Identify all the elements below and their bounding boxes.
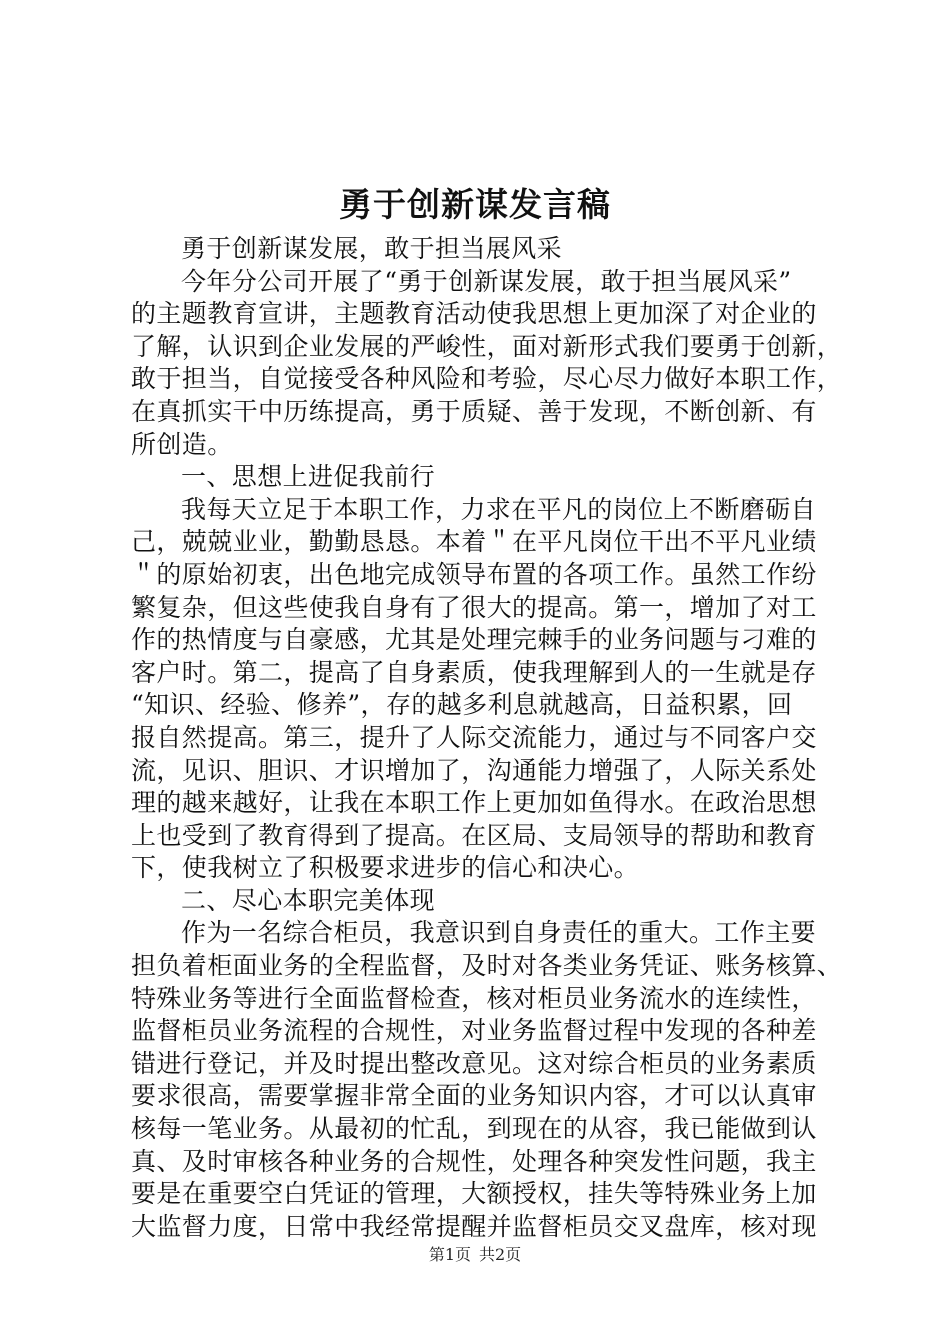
text-line: 勇于创新谋发展，敢于担当展风采 <box>181 234 563 263</box>
document-title: 勇于创新谋发言稿 <box>339 185 611 224</box>
text-line: 作为一名综合柜员，我意识到自身责任的重大。工作主要 <box>181 918 817 948</box>
text-line: 要是在重要空白凭证的管理，大额授权，挂失等特殊业务上加 <box>131 1179 817 1209</box>
text-line: 繁复杂，但这些使我自身有了很大的提高。第一，增加了对工 <box>131 592 817 622</box>
text-line: 二、尽心本职完美体现 <box>181 885 436 915</box>
text-line: 下，使我树立了积极要求进步的信心和决心。 <box>131 853 640 883</box>
text-line: ＂的原始初衷，出色地完成领导布置的各项工作。虽然工作纷 <box>131 559 817 589</box>
text-line: 客户时。第二，提高了自身素质，使我理解到人的一生就是存 <box>131 657 817 687</box>
text-line: 了解，认识到企业发展的严峻性，面对新形式我们要勇于创新， <box>131 331 843 361</box>
text-line: 理的越来越好，让我在本职工作上更加如鱼得水。在政治思想 <box>131 788 817 818</box>
text-line: 真、及时审核各种业务的合规性，处理各种突发性问题，我主 <box>131 1146 817 1176</box>
text-line: 要求很高，需要掌握非常全面的业务知识内容，才可以认真审 <box>131 1081 817 1111</box>
text-line: 监督柜员业务流程的合规性，对业务监督过程中发现的各种差 <box>131 1016 817 1046</box>
text-line: “知识、经验、修养”，存的越多利息就越高，日益积累，回 <box>131 690 793 720</box>
page-total: 共2页 <box>479 1245 522 1264</box>
text-line: 担负着柜面业务的全程监督，及时对各类业务凭证、账务核算、 <box>131 951 843 981</box>
text-line: 错进行登记，并及时提出整改意见。这对综合柜员的业务素质 <box>131 1048 817 1078</box>
text-line: 我每天立足于本职工作，力求在平凡的岗位上不断磨砺自 <box>181 494 817 524</box>
text-line: 己，兢兢业业，勤勤恳恳。本着＂在平凡岗位干出不平凡业绩 <box>131 527 817 557</box>
text-line: 报自然提高。第三，提升了人际交流能力，通过与不同客户交 <box>131 722 817 752</box>
text-line: 大监督力度，日常中我经常提醒并监督柜员交叉盘库，核对现 <box>131 1211 817 1241</box>
text-line: 上也受到了教育得到了提高。在区局、支局领导的帮助和教育 <box>131 820 817 850</box>
page-footer <box>0 1245 950 1265</box>
text-line: 的主题教育宣讲，主题教育活动使我思想上更加深了对企业的 <box>131 299 817 329</box>
text-line: 所创造。 <box>131 429 233 459</box>
page-number: 第1页 <box>428 1245 471 1264</box>
text-line: 敢于担当，自觉接受各种风险和考验，尽心尽力做好本职工作， <box>131 364 843 394</box>
text-line: 流，见识、胆识、才识增加了，沟通能力增强了，人际关系处 <box>131 755 817 785</box>
text-line: 特殊业务等进行全面监督检查，核对柜员业务流水的连续性， <box>131 983 817 1013</box>
text-line: 一、思想上进促我前行 <box>181 462 436 492</box>
document-body <box>131 233 843 1243</box>
text-line: 作的热情度与自豪感，尤其是处理完棘手的业务问题与刁难的 <box>131 625 817 655</box>
text-line: 今年分公司开展了“勇于创新谋发展，敢于担当展风采” <box>181 266 792 296</box>
text-line: 在真抓实干中历练提高，勇于质疑、善于发现，不断创新、有 <box>131 396 817 426</box>
text-line: 核每一笔业务。从最初的忙乱，到现在的从容，我已能做到认 <box>131 1114 817 1144</box>
